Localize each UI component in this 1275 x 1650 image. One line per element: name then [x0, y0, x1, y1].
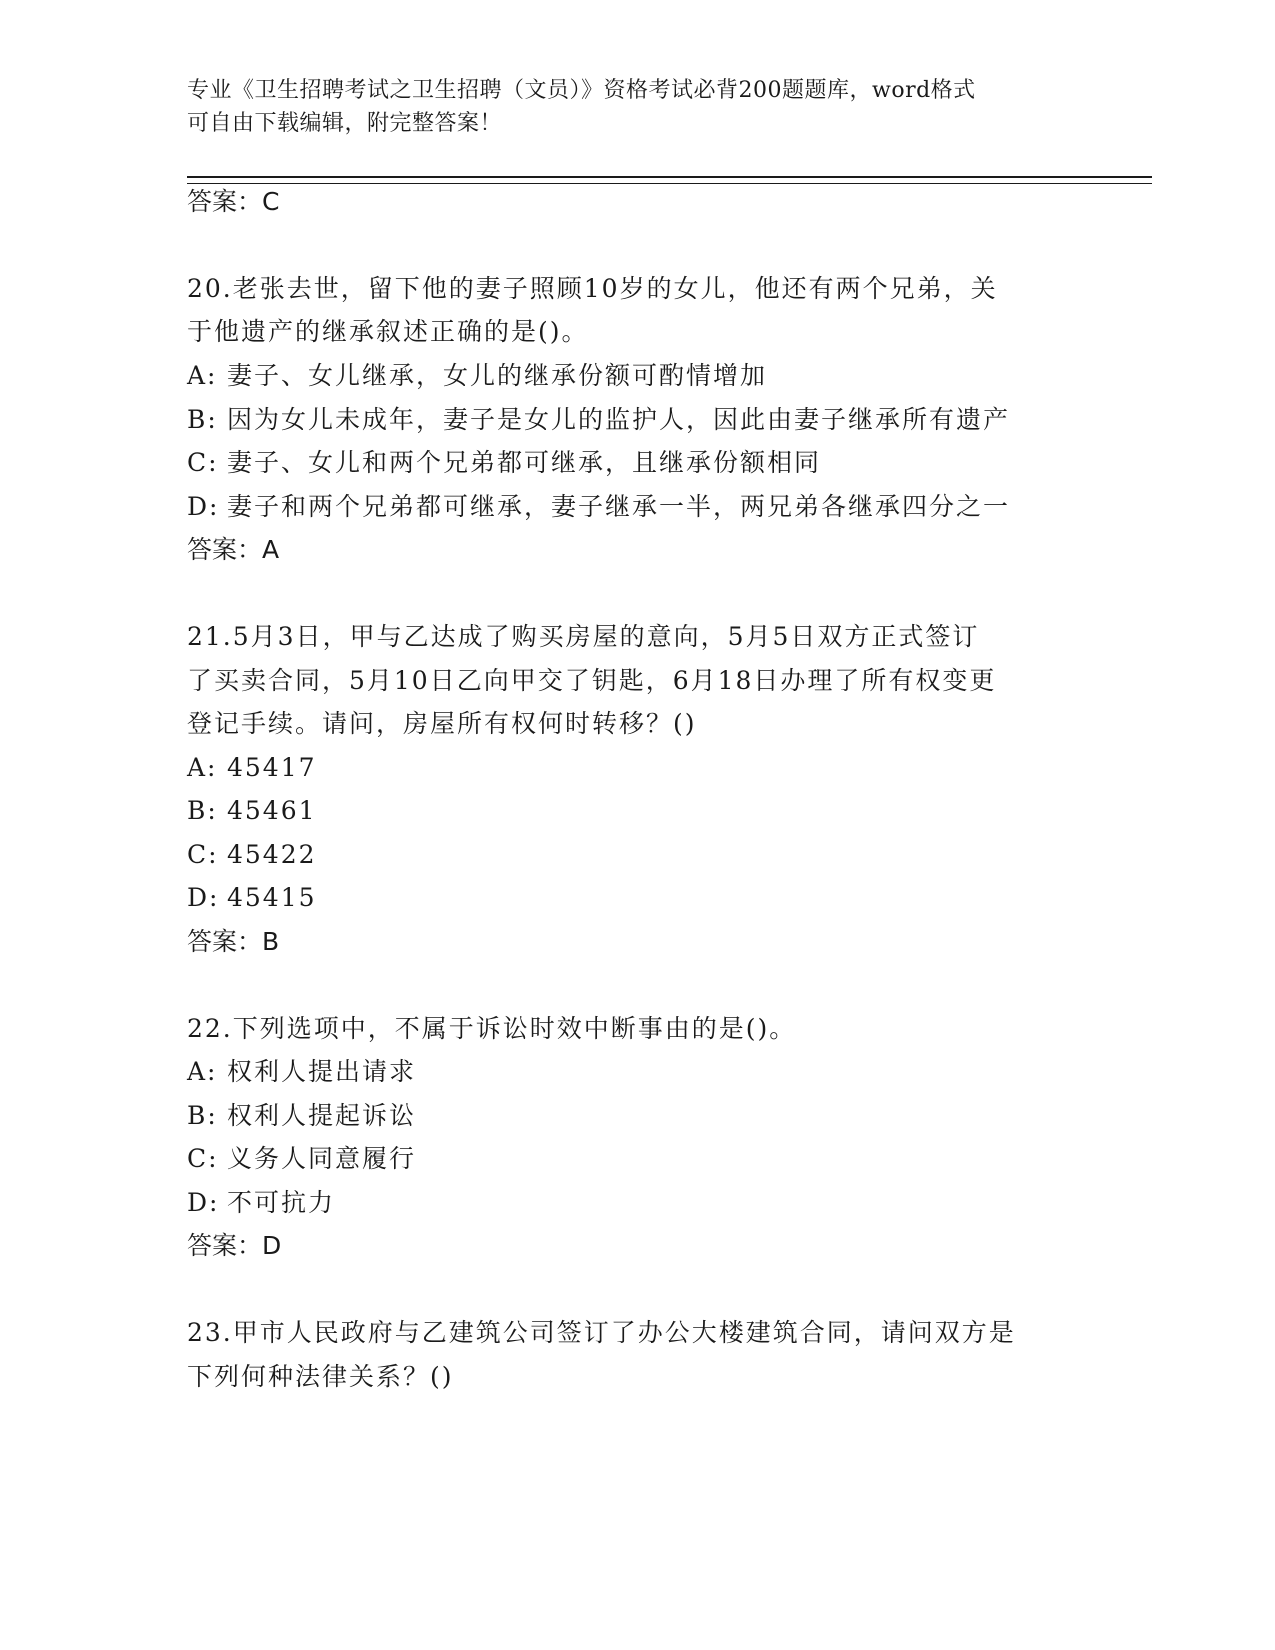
option-letter: D: — [187, 492, 220, 521]
q22-option-d — [187, 1186, 335, 1220]
option-letter: A: — [187, 753, 218, 782]
q23-stem-line-1: 23.甲市人民政府与乙建筑公司签订了办公大楼建筑合同，请问双方是 — [187, 1318, 1016, 1347]
q21-option-c — [187, 838, 317, 872]
option-text: 45422 — [227, 840, 317, 869]
q22-option-b — [187, 1099, 416, 1133]
q20-option-d — [187, 490, 1010, 524]
q22-answer: 答案：D — [187, 1231, 282, 1260]
option-text: 权利人提起诉讼 — [227, 1101, 417, 1130]
q20-stem-line-1: 20.老张去世，留下他的妻子照顾10岁的女儿，他还有两个兄弟，关 — [187, 274, 998, 303]
option-letter: C: — [187, 448, 219, 477]
q21-option-a — [187, 751, 317, 785]
option-text: 45415 — [227, 883, 317, 912]
header-line-1: 专业《卫生招聘考试之卫生招聘（文员）》资格考试必背200题题库，word格式 — [187, 78, 976, 103]
option-text: 权利人提出请求 — [227, 1057, 417, 1086]
option-letter: C: — [187, 840, 219, 869]
option-letter: D: — [187, 883, 220, 912]
q21-answer: 答案：B — [187, 927, 280, 956]
option-letter: D: — [187, 1188, 220, 1217]
q22-stem-line-1: 22.下列选项中，不属于诉讼时效中断事由的是()。 — [187, 1014, 797, 1043]
q21-option-d — [187, 881, 317, 915]
q20-stem-line-2: 于他遗产的继承叙述正确的是()。 — [187, 317, 589, 346]
option-text: 妻子、女儿和两个兄弟都可继承，且继承份额相同 — [227, 448, 822, 477]
option-letter: B: — [187, 1101, 218, 1130]
q21-stem-line-3: 登记手续。请问，房屋所有权何时转移？() — [187, 709, 697, 738]
document-header — [187, 74, 1067, 140]
option-text: 45461 — [227, 796, 317, 825]
header-divider — [187, 176, 1152, 184]
q20-answer: 答案：A — [187, 535, 280, 564]
option-text: 45417 — [227, 753, 317, 782]
q21-stem-line-2: 了买卖合同，5月10日乙向甲交了钥匙，6月18日办理了所有权变更 — [187, 666, 997, 695]
option-letter: C: — [187, 1144, 219, 1173]
q21-option-b — [187, 794, 317, 828]
option-letter: A: — [187, 1057, 218, 1086]
header-line-2: 可自由下载编辑，附完整答案！ — [187, 111, 503, 136]
option-letter: A: — [187, 361, 218, 390]
q20-option-b — [187, 403, 1010, 437]
q20-option-a — [187, 359, 767, 393]
option-text: 不可抗力 — [227, 1188, 336, 1217]
option-letter: B: — [187, 405, 218, 434]
q20-option-c — [187, 446, 821, 480]
q22-option-a — [187, 1055, 416, 1089]
option-letter: B: — [187, 796, 218, 825]
q22-option-c — [187, 1142, 416, 1176]
option-text: 义务人同意履行 — [227, 1144, 417, 1173]
option-text: 因为女儿未成年，妻子是女儿的监护人，因此由妻子继承所有遗产 — [227, 405, 1011, 434]
option-text: 妻子、女儿继承，女儿的继承份额可酌情增加 — [227, 361, 768, 390]
previous-answer: 答案：C — [187, 187, 280, 216]
q21-stem-line-1: 21.5月3日，甲与乙达成了购买房屋的意向，5月5日双方正式签订 — [187, 622, 980, 651]
q23-stem-line-2: 下列何种法律关系？() — [187, 1362, 454, 1391]
option-text: 妻子和两个兄弟都可继承，妻子继承一半，两兄弟各继承四分之一 — [227, 492, 1011, 521]
